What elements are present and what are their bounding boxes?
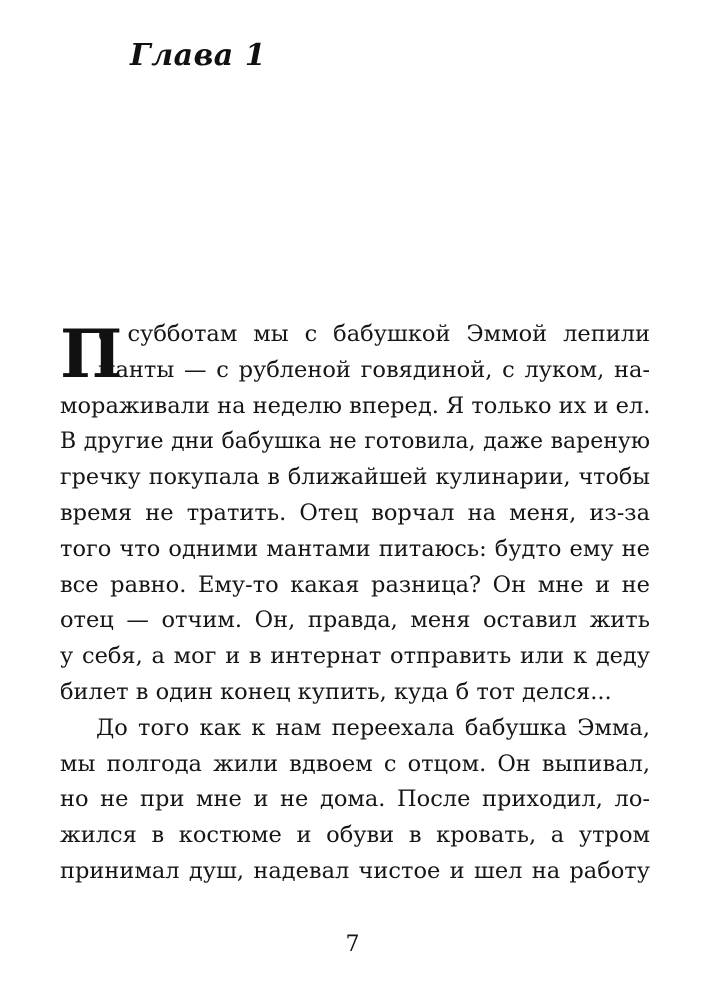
text-line: мораживали на неделю вперед. Я только их и ел. xyxy=(60,392,651,419)
text-line: у себя, а мог и в интернат отправить или к деду xyxy=(60,643,650,670)
text-line: отец — отчим. Он, правда, меня оставил жить xyxy=(60,607,650,634)
text-line: но не при мне и не дома. После приходил, ло- xyxy=(60,786,650,813)
text-line: манты — с рубленой говядиной, с луком, на- xyxy=(98,356,650,383)
text-line: принимал душ, надевал чистое и шел на работу xyxy=(60,857,650,884)
text-line: все равно. Ему-то какая разница? Он мне и не xyxy=(60,571,650,598)
chapter-title: Глава 1 xyxy=(130,38,267,73)
text-line: билет в один конец купить, куда б тот делся... xyxy=(60,678,612,705)
text-line: мы полгода жили вдвоем с отцом. Он выпивал, xyxy=(60,750,650,777)
text-line: о субботам мы с бабушкой Эммой лепили xyxy=(98,321,650,347)
text-line: гречку покупала в ближайшей кулинарии, чтобы xyxy=(60,464,650,491)
drop-cap: П xyxy=(60,315,123,393)
text-line: До того как к нам переехала бабушка Эмма, xyxy=(96,714,650,741)
text-line: время не тратить. Отец ворчал на меня, из-за xyxy=(60,499,650,526)
body-text xyxy=(60,317,650,890)
text-line: жился в костюме и обуви в кровать, а утром xyxy=(60,822,650,849)
page-number: 7 xyxy=(345,932,360,957)
text-line: В другие дни бабушка не готовила, даже вареную xyxy=(60,429,650,455)
text-line: того что одними мантами питаюсь: будто ему не xyxy=(60,535,650,562)
